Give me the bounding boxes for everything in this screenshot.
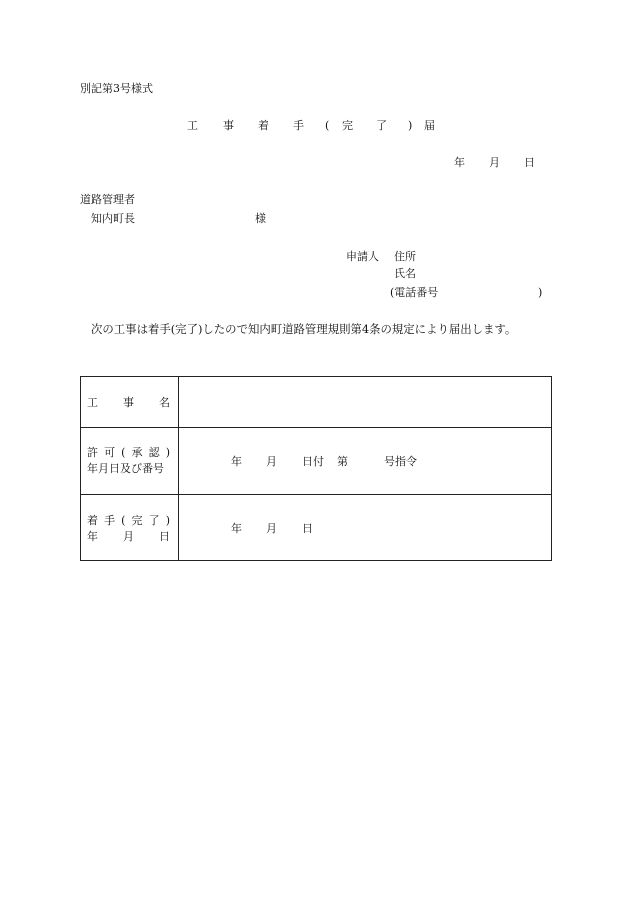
applicant-name-label: 氏名 xyxy=(394,267,416,280)
form-table xyxy=(80,376,552,561)
label-char: ( xyxy=(121,446,126,459)
permit-dai: 第 xyxy=(337,455,348,468)
form-number: 別記第3号様式 xyxy=(80,82,153,95)
label-char: ) xyxy=(165,514,170,527)
row-permit-label-line2: 年月日及び番号 xyxy=(87,462,164,475)
date-year: 年 xyxy=(454,156,465,169)
permit-day: 日付 xyxy=(302,455,324,468)
label-char: 事 xyxy=(123,396,134,409)
label-char: 年 xyxy=(87,530,98,543)
start-day: 日 xyxy=(302,522,313,535)
label-char: 日 xyxy=(159,530,170,543)
recipient-name: 知内町長 xyxy=(91,212,135,225)
title-char-ryo: 了 xyxy=(376,119,387,132)
recipient-org: 道路管理者 xyxy=(80,193,135,206)
label-char: ) xyxy=(165,446,170,459)
label-char: 完 xyxy=(131,514,143,527)
row-start-label-line2 xyxy=(87,531,170,542)
recipient-honorific: 様 xyxy=(255,212,266,225)
start-year: 年 xyxy=(231,522,242,535)
title-char-kan: 完 xyxy=(342,119,353,132)
applicant-phone-close: ) xyxy=(538,286,543,299)
title-char-todoke: 届 xyxy=(424,119,435,132)
label-char: 認 xyxy=(148,446,160,459)
label-char: 名 xyxy=(159,396,170,409)
title-char-ko: 工 xyxy=(187,119,198,132)
body-text: 次の工事は着手(完了)したので知内町道路管理規則第4条の規定により届出します。 xyxy=(91,322,517,336)
title-paren-close: ) xyxy=(408,119,413,132)
label-char: 了 xyxy=(148,514,160,527)
row-construction-name-label xyxy=(87,397,170,408)
title-paren-open: ( xyxy=(325,119,330,132)
label-char: 着 xyxy=(87,514,98,527)
row-permit-label-line1 xyxy=(87,447,170,458)
label-char: 承 xyxy=(131,446,143,459)
label-char: ( xyxy=(121,514,126,527)
date-day: 日 xyxy=(524,156,535,169)
label-char: 可 xyxy=(104,446,116,459)
title-char-shu: 手 xyxy=(293,119,304,132)
table-column-divider xyxy=(178,377,179,560)
table-row-divider xyxy=(81,494,551,495)
applicant-address-label: 住所 xyxy=(394,250,416,263)
label-char: 手 xyxy=(104,514,116,527)
label-char: 月 xyxy=(123,530,134,543)
title-char-ji: 事 xyxy=(223,119,234,132)
permit-number-suffix: 号指令 xyxy=(384,455,417,468)
row-start-label-line1 xyxy=(87,515,170,526)
applicant-phone-label: (電話番号 xyxy=(390,286,439,299)
permit-month: 月 xyxy=(266,455,277,468)
label-char: 工 xyxy=(87,396,98,409)
label-char: 許 xyxy=(87,446,98,459)
applicant-label: 申請人 xyxy=(346,250,379,263)
permit-year: 年 xyxy=(231,455,242,468)
title-char-chaku: 着 xyxy=(258,119,269,132)
table-row-divider xyxy=(81,427,551,428)
start-month: 月 xyxy=(266,522,277,535)
date-month: 月 xyxy=(489,156,500,169)
